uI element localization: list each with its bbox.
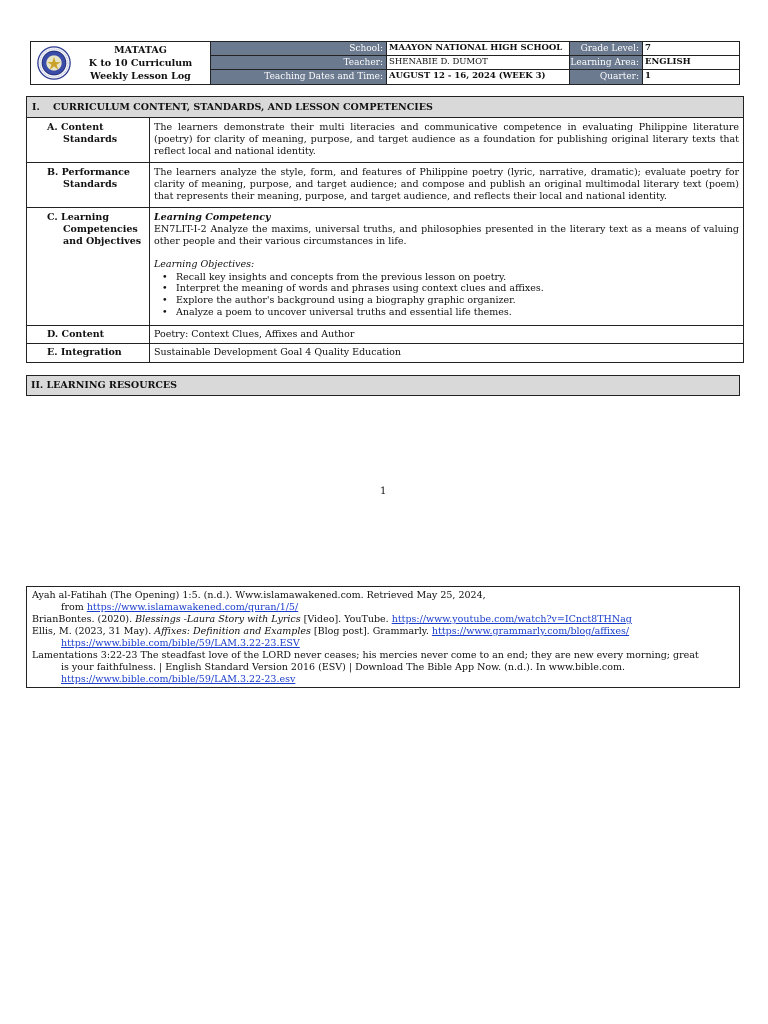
reference-item: Ayah al-Fatihah (The Opening) 1:5. (n.d.). Www.islamawakened.com. Retrieved May 25, 2024, from https://www.islamawakened.com/quran/1/5/	[32, 590, 486, 613]
reference-link[interactable]: https://www.islamawakened.com/quran/1/5/	[86, 602, 299, 613]
school-label: School:	[211, 42, 386, 56]
row-label: C. Learning Competencies and Objectives	[27, 208, 150, 325]
header-values-left	[387, 42, 570, 84]
reference-item: Lamentations 3:22-23 The steadfast love of the LORD never ceases; his mercies never come to an end; they are new every morning; great is your faithfulness. | English Standard Version 2016 (ESV) | Download The Bible App Now. (n.d.). In www.bible.com. https://www.bible.com/bible/59/LAM.3.22-23.esv	[32, 650, 699, 685]
lesson-log-header	[30, 41, 740, 85]
header-labels-right	[570, 42, 643, 84]
quarter-value: 1	[645, 71, 651, 81]
learning-area-value: ENGLISH	[643, 56, 739, 70]
references-box	[26, 586, 740, 688]
reference-link[interactable]: https://www.grammarly.com/blog/affixes/	[431, 626, 630, 637]
school-value: MAAYON NATIONAL HIGH SCHOOL	[387, 42, 569, 56]
grade-level-label: Grade Level:	[570, 42, 642, 56]
reference-link[interactable]: https://www.bible.com/bible/59/LAM.3.22-23.ESV	[61, 638, 300, 649]
list-item: • Interpret the meaning of words and phrases using context clues and affixes.	[154, 283, 739, 295]
content-row	[27, 326, 743, 344]
page-number: 1	[380, 486, 387, 497]
quarter-label: Quarter:	[570, 70, 642, 84]
grade-level-value: 7	[643, 42, 739, 56]
reference-link[interactable]: https://www.youtube.com/watch?v=ICnct8THNag	[391, 614, 632, 625]
list-item: • Analyze a poem to uncover universal truths and essential life themes.	[154, 307, 739, 319]
teacher-value: SHENABIE D. DUMOT	[387, 56, 569, 70]
list-item: • Recall key insights and concepts from the previous lesson on poetry.	[154, 272, 739, 284]
learning-competencies-row	[27, 208, 743, 326]
content-text: Poetry: Context Clues, Affixes and Author	[154, 329, 355, 340]
row-label: B. Performance Standards	[27, 163, 150, 207]
row-label: A. Content Standards	[27, 118, 150, 162]
list-item: • Explore the author's background using a biography graphic organizer.	[154, 295, 739, 307]
deped-seal-icon	[37, 46, 71, 80]
header-logo-cell	[31, 42, 211, 84]
section-title: I. CURRICULUM CONTENT, STANDARDS, AND LESSON COMPETENCIES	[27, 97, 743, 118]
row-label: E. Integration	[27, 344, 150, 362]
teacher-label: Teacher:	[211, 56, 386, 70]
row-label: D. Content	[27, 326, 150, 343]
integration-row	[27, 344, 743, 362]
performance-standards-row	[27, 163, 743, 208]
teaching-dates-label: Teaching Dates and Time:	[211, 70, 386, 84]
content-standards-row	[27, 118, 743, 163]
header-values-right	[643, 42, 739, 84]
performance-standards-text: The learners analyze the style, form, and features of Philippine poetry (lyric, narrative, dramatic); evaluate poetry for clarity of meaning, purpose, and target audience; and compose and publish an original multimodal literary text (poem) that represents their meaning, purpose, and target audience, and reflects their local and national identity.	[154, 167, 739, 202]
competency-text: EN7LIT-I-2 Analyze the maxims, universal truths, and philosophies presented in the literary text as a means of valuing other people and their various circumstances in life.	[154, 223, 739, 247]
content-standards-text: The learners demonstrate their multi literacies and communicative competence in evaluating Philippine literature (poetry) for clarity of meaning, purpose, and target audience as a foundation for publishing original literary texts that reflect local and national identity.	[154, 122, 739, 157]
learning-area-label: Learning Area:	[570, 56, 642, 70]
curriculum-section	[26, 96, 744, 363]
teaching-dates-value: AUGUST 12 - 16, 2024 (WEEK 3)	[389, 71, 546, 81]
objectives-list	[154, 272, 739, 320]
header-labels-left	[211, 42, 387, 84]
learning-competencies-text	[150, 208, 743, 325]
objectives-title: Learning Objectives:	[154, 258, 255, 270]
reference-item: BrianBontes. (2020). Blessings -Laura Story with Lyrics [Video]. YouTube. https://www.youtube.com/watch?v=ICnct8THNag	[32, 614, 632, 625]
reference-item: Ellis, M. (2023, 31 May). Affixes: Definition and Examples [Blog post]. Grammarly. https://www.grammarly.com/blog/affixes/ https://www.bible.com/bible/59/LAM.3.22-23.ESV	[32, 626, 630, 649]
learning-resources-title: II. LEARNING RESOURCES	[26, 375, 740, 396]
curriculum-title: MATATAG K to 10 Curriculum Weekly Lesson Log	[88, 44, 193, 82]
reference-link[interactable]: https://www.bible.com/bible/59/LAM.3.22-23.esv	[61, 674, 296, 685]
competency-title: Learning Competency	[154, 212, 271, 223]
integration-text: Sustainable Development Goal 4 Quality Education	[154, 346, 401, 358]
